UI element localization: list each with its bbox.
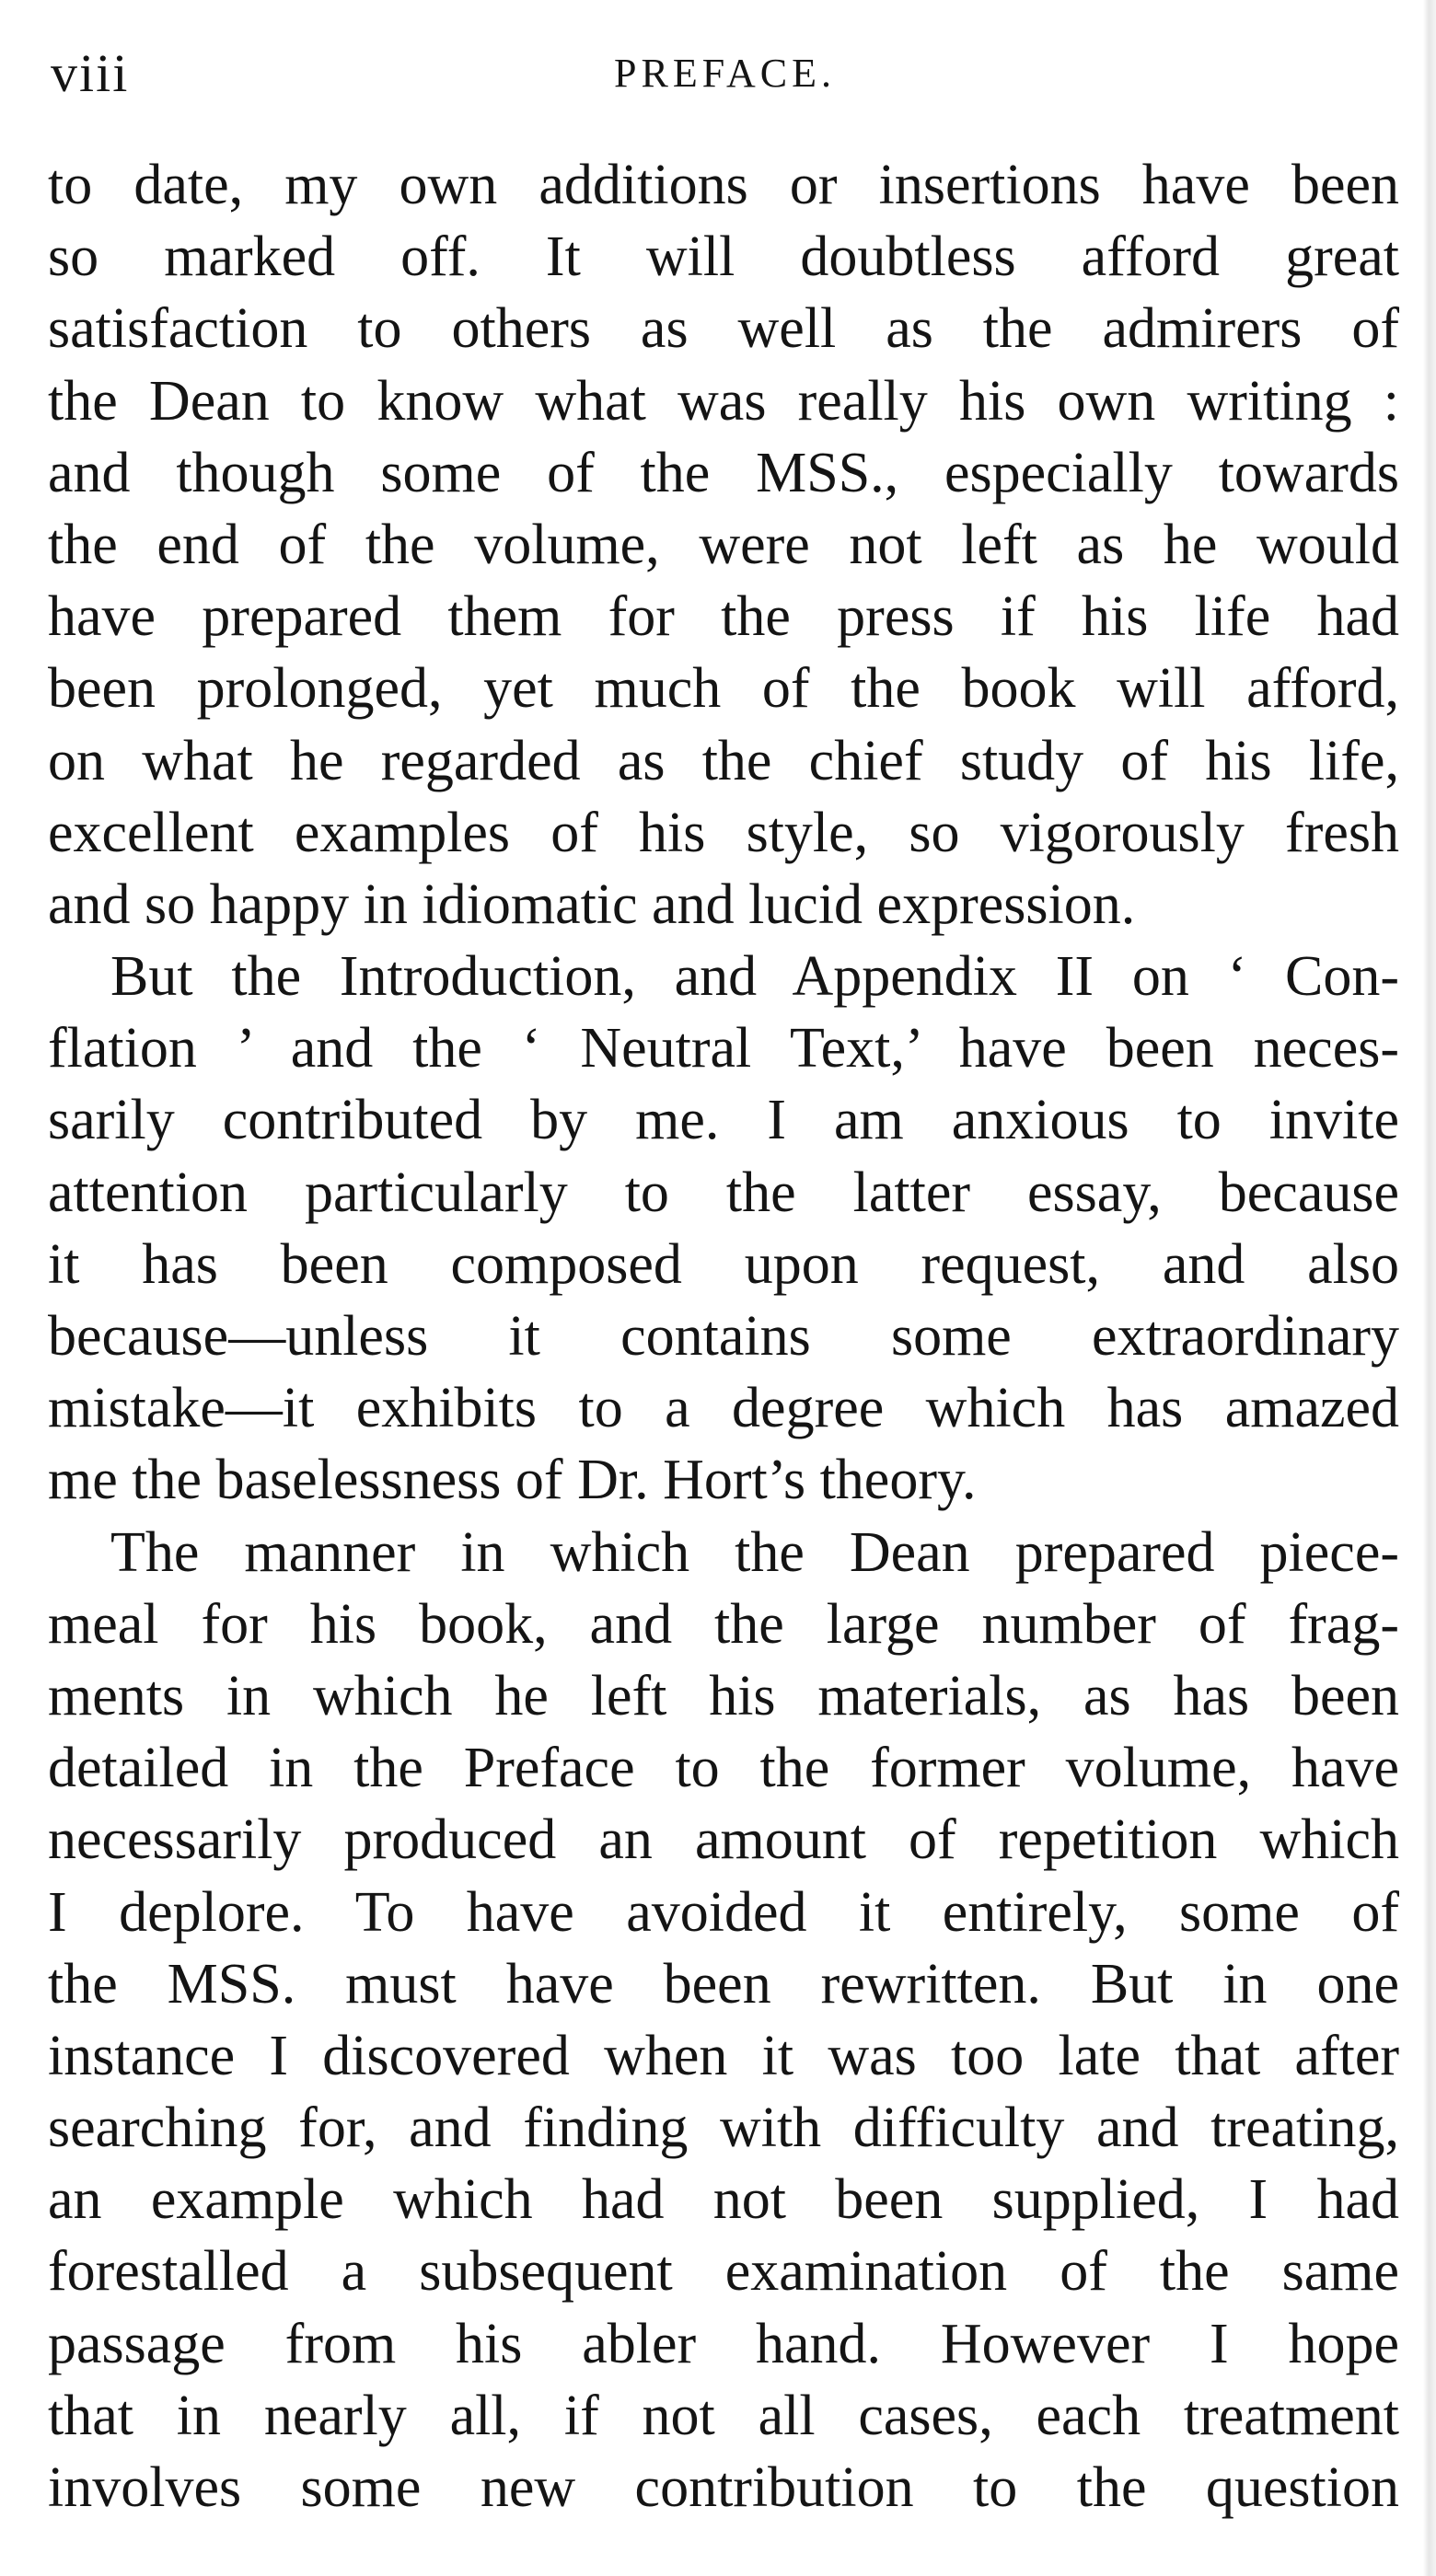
text-line: the Dean to know what was really his own writing : — [48, 369, 1399, 433]
text-line: searching for, and finding with difficulty and treating, — [48, 2097, 1399, 2160]
text-line: instance I discovered when it was too late that after — [48, 2024, 1399, 2087]
text-line: involves some new contribution to the question — [48, 2456, 1399, 2519]
text-line: sarily contributed by me. I am anxious to invite — [48, 1089, 1399, 1152]
text-line: the end of the volume, were not left as he would — [48, 513, 1399, 576]
body-text — [48, 149, 1399, 2524]
text-line: forestalled a subsequent examination of the same — [48, 2240, 1399, 2304]
text-line: detailed in the Preface to the former volume, have — [48, 1737, 1399, 1800]
text-line: necessarily produced an amount of repetition which — [48, 1808, 1399, 1872]
text-line: to date, my own additions or insertions have been — [48, 154, 1399, 216]
page-header — [51, 41, 1399, 106]
text-line: me the baselessness of Dr. Hort’s theory. — [48, 1449, 977, 1512]
text-line: I deplore. To have avoided it entirely, some of — [48, 1880, 1399, 1944]
text-line: and so happy in idiomatic and lucid expression. — [48, 872, 1136, 936]
page-edge-shadow — [1423, 0, 1436, 2576]
text-line: been prolonged, yet much of the book will afford, — [48, 657, 1399, 721]
text-line: that in nearly all, if not all cases, each treatment — [48, 2384, 1399, 2447]
text-line: excellent examples of his style, so vigorously fresh — [48, 801, 1399, 864]
text-line: the MSS. must have been rewritten. But in one — [48, 1952, 1399, 2016]
text-line: ments in which he left his materials, as has been — [48, 1664, 1399, 1727]
text-line: and though some of the MSS., especially towards — [48, 441, 1399, 504]
text-line: have prepared them for the press if his life had — [48, 585, 1399, 649]
running-head: PREFACE. — [614, 51, 836, 96]
text-line: on what he regarded as the chief study of his life, — [48, 729, 1399, 792]
text-line: attention particularly to the latter essay, because — [48, 1161, 1399, 1224]
text-line: so marked off. It will doubtless afford great — [48, 225, 1399, 289]
page-number: viii — [51, 43, 130, 103]
text-line: satisfaction to others as well as the admirers of — [48, 297, 1399, 361]
text-line: an example which had not been supplied, I had — [48, 2168, 1399, 2232]
paragraph-first-line: But the Introduction, and Appendix II on ‘ Con- — [110, 945, 1399, 1009]
text-line: because—unless it contains some extraordinary — [48, 1305, 1399, 1368]
text-line: flation ’ and the ‘ Neutral Text,’ have been neces- — [48, 1017, 1399, 1080]
text-line: meal for his book, and the large number of frag- — [48, 1592, 1399, 1656]
text-line: mistake—it exhibits to a degree which has amazed — [48, 1377, 1399, 1440]
paragraph-first-line: The manner in which the Dean prepared piece- — [110, 1520, 1399, 1584]
text-line: it has been composed upon request, and also — [48, 1232, 1399, 1296]
text-line: passage from his abler hand. However I hope — [48, 2312, 1399, 2375]
